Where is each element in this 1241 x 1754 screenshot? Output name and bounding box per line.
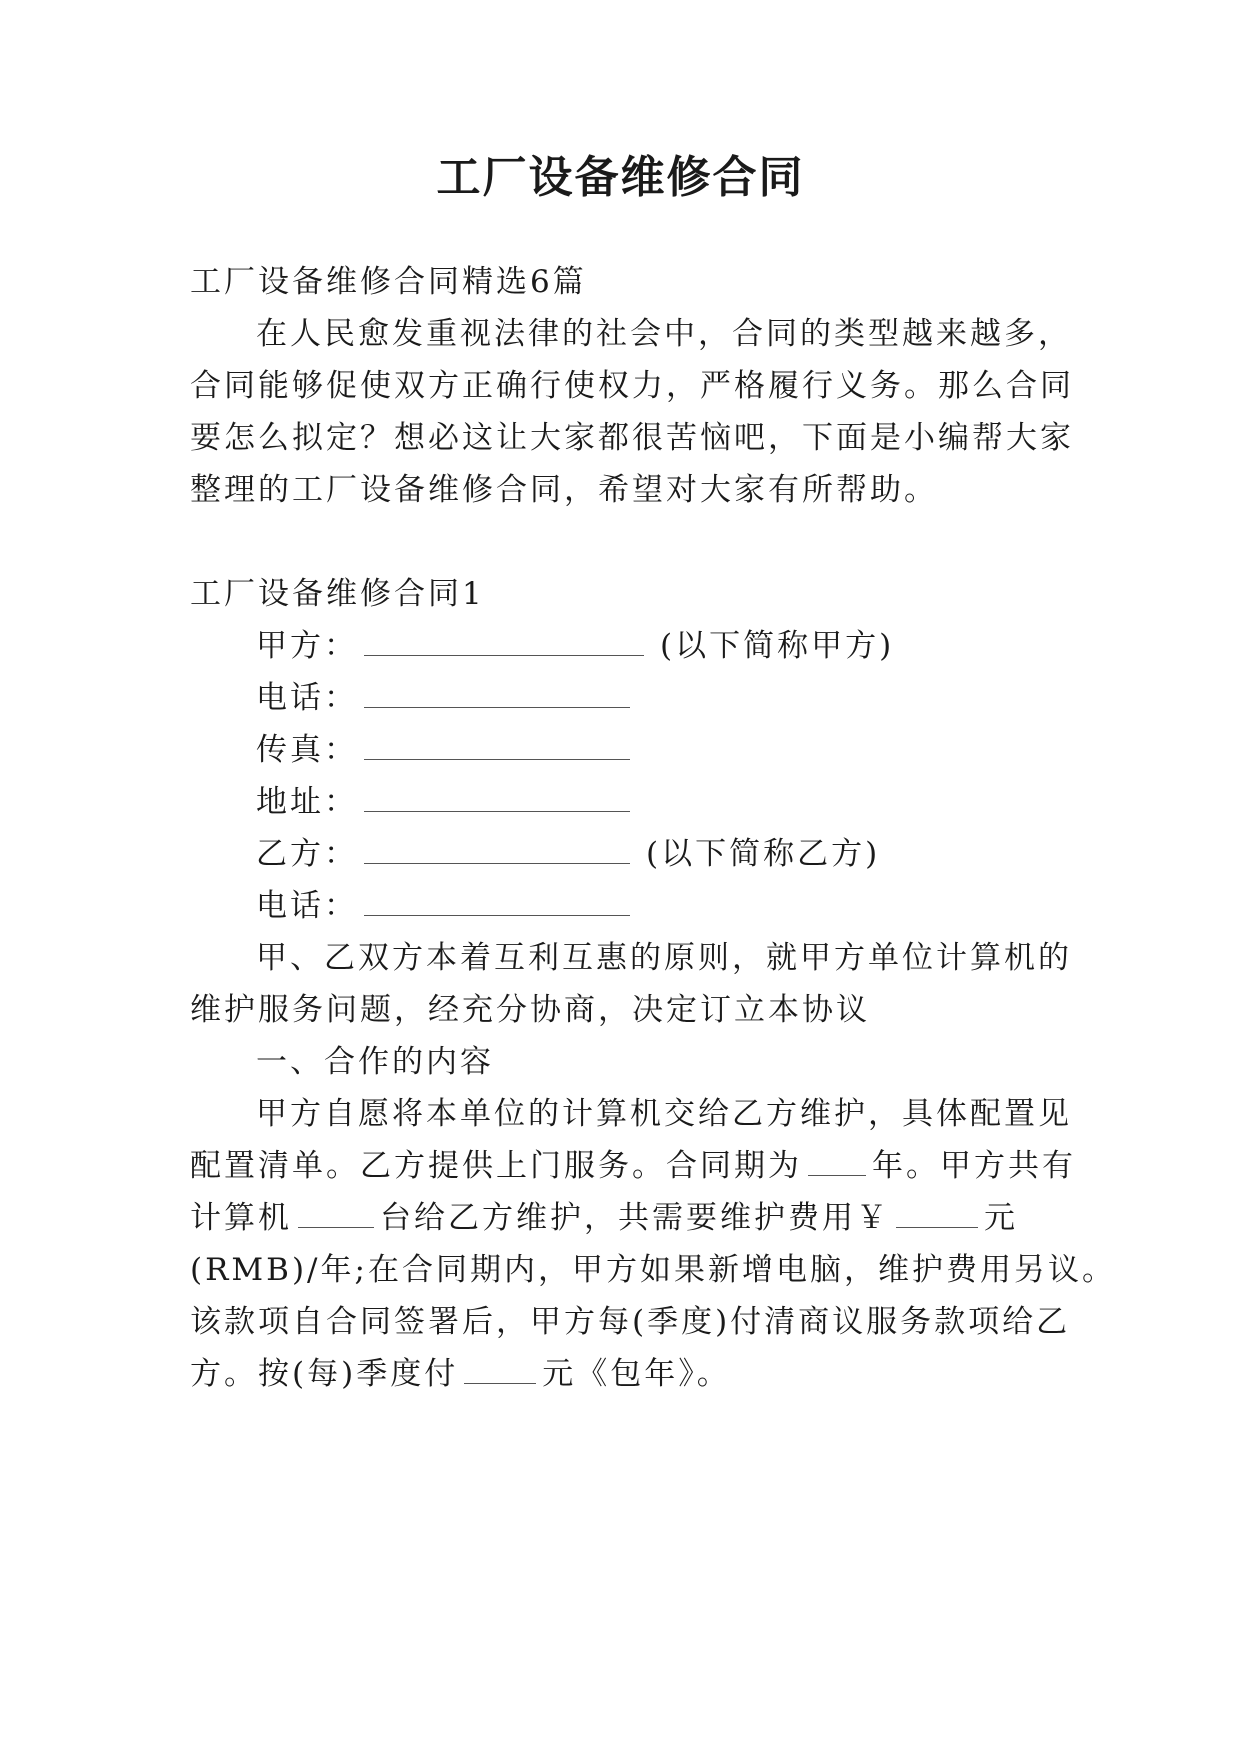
clause-text: 方。按(每)季度付: [190, 1356, 459, 1392]
fill-blank: [364, 913, 630, 916]
intro-line-2: 合同能够促使双方正确行使权力，严格履行义务。那么合同: [190, 368, 1074, 404]
document-title: 工厂设备维修合同: [436, 152, 805, 203]
party-b-field: [256, 834, 880, 874]
fill-blank: [464, 1381, 536, 1384]
preamble-line-1: 甲、乙双方本着互利互惠的原则，就甲方单位计算机的: [256, 940, 1072, 976]
clause-text: 配置清单。乙方提供上门服务。合同期为: [190, 1148, 802, 1184]
clause-line-4: (RMB)/年;在合同期内，甲方如果新增电脑，维护费用另议。: [190, 1252, 1116, 1288]
clause-text: 台给乙方维护，共需要维护费用￥: [380, 1200, 890, 1236]
party-a-field: [256, 626, 894, 666]
fill-blank: [298, 1225, 374, 1228]
intro-line-4: 整理的工厂设备维修合同，希望对大家有所帮助。: [190, 472, 938, 508]
party-b-phone-field: [256, 886, 636, 926]
fill-blank: [364, 757, 630, 760]
clause-line-2: [190, 1146, 1076, 1186]
fill-blank: [364, 705, 630, 708]
party-a-fax-field: [256, 730, 636, 770]
field-label: 传真：: [256, 732, 358, 768]
field-label: 乙方：: [256, 836, 358, 872]
clause-line-6: [190, 1354, 731, 1394]
clause-text: 年。甲方共有: [872, 1148, 1076, 1184]
clause-heading: 一、合作的内容: [256, 1044, 494, 1080]
preamble-line-2: 维护服务问题，经充分协商，决定订立本协议: [190, 992, 870, 1028]
fill-blank: [808, 1173, 866, 1176]
clause-line-5: 该款项自合同签署后，甲方每(季度)付清商议服务款项给乙: [190, 1304, 1071, 1340]
field-label: 电话：: [256, 680, 358, 716]
field-note: (以下简称甲方): [660, 628, 895, 664]
party-a-address-field: [256, 782, 636, 822]
fill-blank: [364, 653, 644, 656]
fill-blank: [896, 1225, 978, 1228]
field-label: 电话：: [256, 888, 358, 924]
intro-line-1: 在人民愈发重视法律的社会中，合同的类型越来越多，: [256, 316, 1072, 352]
field-label: 地址：: [256, 784, 358, 820]
section-heading: 工厂设备维修合同1: [190, 576, 485, 612]
clause-line-3: [190, 1198, 1018, 1238]
clause-text: 元: [984, 1200, 1018, 1236]
field-note: (以下简称乙方): [646, 836, 881, 872]
fill-blank: [364, 861, 630, 864]
intro-line-3: 要怎么拟定？想必这让大家都很苦恼吧，下面是小编帮大家: [190, 420, 1074, 456]
clause-line-1: 甲方自愿将本单位的计算机交给乙方维护，具体配置见: [256, 1096, 1072, 1132]
clause-text: 元《包年》。: [542, 1356, 731, 1392]
document-subtitle: 工厂设备维修合同精选6篇: [190, 264, 587, 300]
clause-text: 计算机: [190, 1200, 292, 1236]
field-label: 甲方：: [256, 628, 358, 664]
party-a-phone-field: [256, 678, 636, 718]
fill-blank: [364, 809, 630, 812]
